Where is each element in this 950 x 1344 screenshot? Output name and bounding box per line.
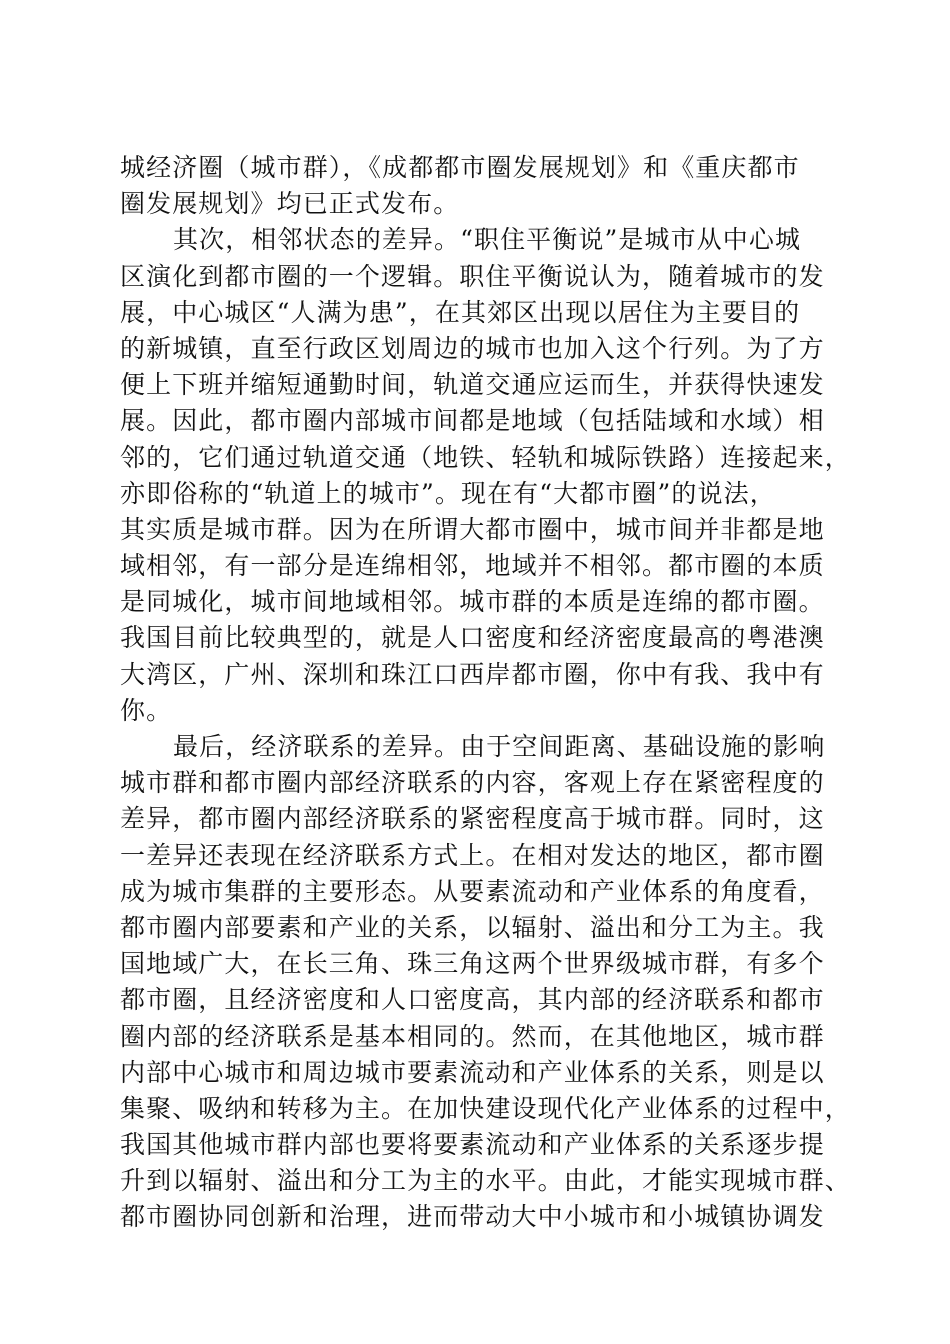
- body-text: [120, 150, 851, 1236]
- text-line: 升到以辐射、溢出和分工为主的水平。由此，才能实现城市群、: [120, 1166, 851, 1196]
- paragraph-start-line: 最后，经济联系的差异。由于空间距离、基础设施的影响: [173, 732, 826, 761]
- text-line: 城市群和都市圈内部经济联系的内容，客观上存在紧密程度的: [120, 768, 825, 798]
- text-line: 都市圈协同创新和治理，进而带动大中小城市和小城镇协调发: [120, 1202, 825, 1232]
- text-line: 的新城镇，直至行政区划周边的城市也加入这个行列。为了方: [120, 333, 825, 363]
- text-line: 城经济圈（城市群），《成都都市圈发展规划》和《重庆都市: [120, 153, 800, 182]
- text-line: 我国目前比较典型的，就是人口密度和经济密度最高的粤港澳: [120, 623, 825, 653]
- text-line: 国地域广大，在长三角、珠三角这两个世界级城市群，有多个: [120, 949, 825, 979]
- text-line: 展。因此，都市圈内部城市间都是地域（包括陆域和水域）相: [120, 406, 825, 436]
- text-line: 成为城市集群的主要形态。从要素流动和产业体系的角度看，: [120, 876, 825, 906]
- text-line: 一差异还表现在经济联系方式上。在相对发达的地区，都市圈: [120, 840, 825, 870]
- text-line: 圈内部的经济联系是基本相同的。然而，在其他地区，城市群: [120, 1021, 825, 1051]
- text-line: 便上下班并缩短通勤时间，轨道交通应运而生，并获得快速发: [120, 370, 825, 400]
- text-line: 域相邻，有一部分是连绵相邻，地域并不相邻。都市圈的本质: [120, 551, 825, 581]
- text-line: 都市圈，且经济密度和人口密度高，其内部的经济联系和都市: [120, 985, 825, 1015]
- text-line: 内部中心城市和周边城市要素流动和产业体系的关系，则是以: [120, 1057, 825, 1087]
- text-line: 你。: [120, 695, 173, 725]
- text-line: 大湾区，广州、深圳和珠江口西岸都市圈，你中有我、我中有: [120, 659, 825, 689]
- text-line: 都市圈内部要素和产业的关系，以辐射、溢出和分工为主。我: [120, 912, 825, 942]
- text-line: 集聚、吸纳和转移为主。在加快建设现代化产业体系的过程中，: [120, 1093, 851, 1123]
- text-line: 我国其他城市群内部也要将要素流动和产业体系的关系逐步提: [120, 1130, 825, 1160]
- text-line: 邻的，它们通过轨道交通（地铁、轻轨和城际铁路）连接起来，: [120, 442, 851, 472]
- text-line: 是同城化，城市间地域相邻。城市群的本质是连绵的都市圈。: [120, 587, 825, 617]
- text-line: 圈发展规划》均已正式发布。: [120, 189, 460, 219]
- text-line: 区演化到都市圈的一个逻辑。职住平衡说认为，随着城市的发: [120, 261, 825, 291]
- text-line: 其实质是城市群。因为在所谓大都市圈中，城市间并非都是地: [120, 514, 825, 544]
- text-line: 差异，都市圈内部经济联系的紧密程度高于城市群。同时，这: [120, 804, 825, 834]
- text-line: 展，中心城区“人满为患”，在其郊区出现以居住为主要目的: [120, 297, 801, 327]
- paragraph-start-line: 其次，相邻状态的差异。“职住平衡说”是城市从中心城: [173, 225, 802, 255]
- text-line: 亦即俗称的“轨道上的城市”。现在有“大都市圈”的说法，: [120, 478, 776, 508]
